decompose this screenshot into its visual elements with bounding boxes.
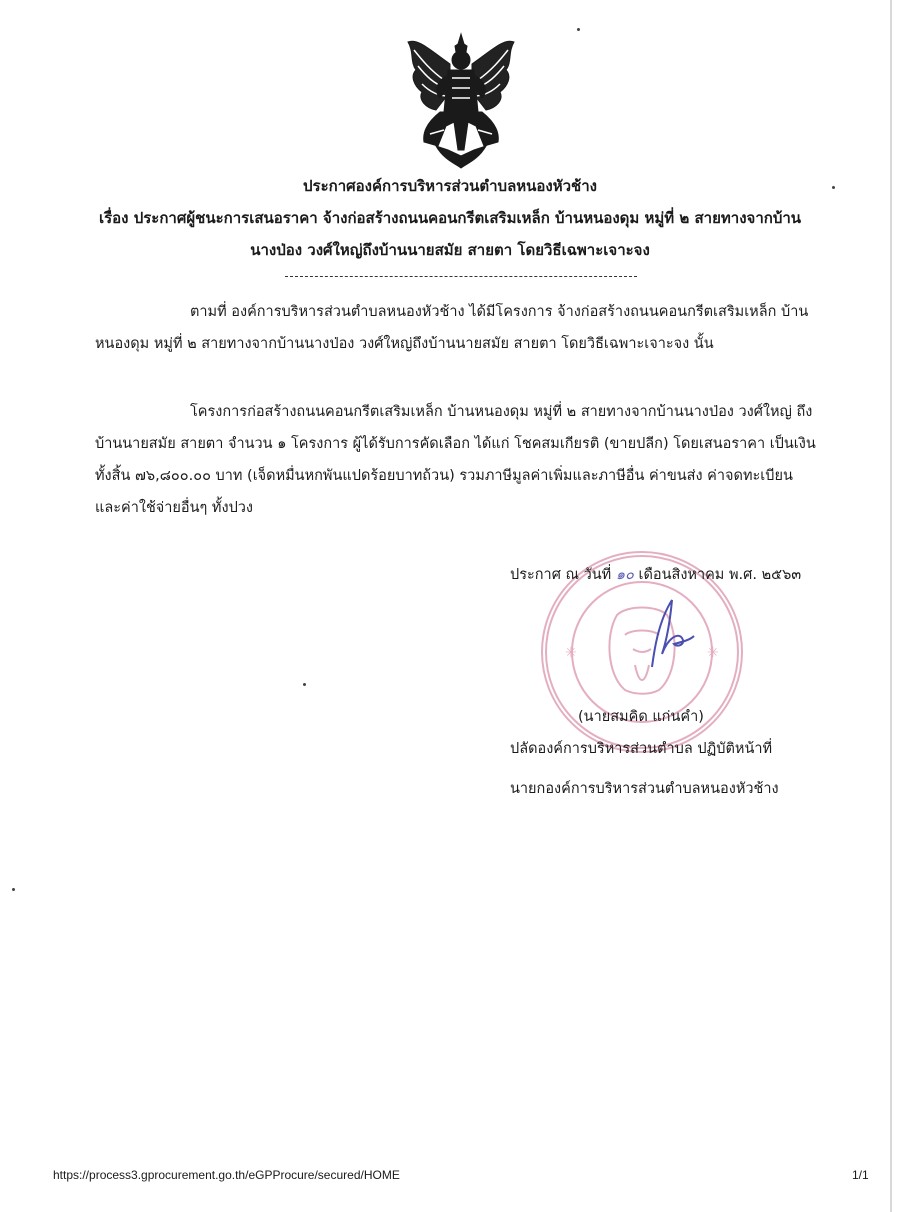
garuda-emblem-icon (400, 30, 522, 170)
paragraph-1-line: ตามที่ องค์การบริหารส่วนตำบลหนองหัวช้าง ได้มีโครงการ จ้างก่อสร้างถนนคอนกรีตเสริมเหล็ก บ้าน (190, 304, 809, 320)
handwritten-signature (612, 592, 712, 672)
document-title: ประกาศองค์การบริหารส่วนตำบลหนองหัวช้าง (303, 177, 597, 195)
footer-url: https://process3.gprocurement.go.th/eGPProcure/secured/HOME (53, 1168, 400, 1182)
paragraph-1-line: หนองดุม หมู่ที่ ๒ สายทางจากบ้านนางป่อง วงศ์ใหญ่ถึงบ้านนายสมัย สายตา โดยวิธีเฉพาะเจาะจง นั้น (95, 336, 714, 352)
signatory-position-line-1: ปลัดองค์การบริหารส่วนตำบล ปฏิบัติหน้าที่ (510, 741, 773, 757)
paragraph-2 (95, 396, 830, 524)
paragraph-2-line: และค่าใช้จ่ายอื่นๆ ทั้งปวง (95, 500, 253, 516)
announcement-date (510, 563, 801, 586)
paragraph-2-line: ทั้งสิ้น ๗๖,๘๐๐.๐๐ บาท (เจ็ดหมื่นหกพันแปดร้อยบาทถ้วน) รวมภาษีมูลค่าเพิ่มและภาษีอื่น ค่าขนส่ง ค่าจดทะเบียน (95, 468, 793, 484)
scan-speck (832, 186, 835, 189)
paragraph-1 (95, 296, 830, 360)
subject-line-1: เรื่อง ประกาศผู้ชนะการเสนอราคา จ้างก่อสร้างถนนคอนกรีตเสริมเหล็ก บ้านหนองดุม หมู่ที่ ๒ สายทางจากบ้าน (98, 209, 802, 227)
announcement-day: ๑๐ (615, 567, 634, 583)
announcement-prefix: ประกาศ ณ วันที่ (510, 567, 616, 583)
scan-speck (577, 28, 580, 31)
paragraph-2-line: โครงการก่อสร้างถนนคอนกรีตเสริมเหล็ก บ้านหนองดุม หมู่ที่ ๒ สายทางจากบ้านนางป่อง วงศ์ใหญ่ ถึง (190, 404, 813, 420)
scan-speck (12, 888, 15, 891)
announcement-suffix: เดือนสิงหาคม พ.ศ. ๒๕๖๓ (633, 567, 802, 583)
paragraph-2-line: บ้านนายสมัย สายตา จำนวน ๑ โครงการ ผู้ได้รับการคัดเลือก ได้แก่ โชคสมเกียรติ (ขายปลีก) โดยเสนอราคา เป็นเงิน (95, 436, 816, 452)
footer-page-number: 1/1 (852, 1168, 869, 1182)
separator-line (285, 276, 637, 277)
svg-text:✳: ✳ (707, 645, 719, 661)
subject-line-2: นางป่อง วงศ์ใหญ่ถึงบ้านนายสมัย สายตา โดยวิธีเฉพาะเจาะจง (250, 241, 650, 259)
signatory-name: (นายสมคิด แก่นคำ) (578, 709, 704, 725)
scan-speck (303, 683, 306, 686)
svg-text:✳: ✳ (565, 645, 577, 661)
signatory-position-line-2: นายกองค์การบริหารส่วนตำบลหนองหัวช้าง (510, 781, 779, 797)
